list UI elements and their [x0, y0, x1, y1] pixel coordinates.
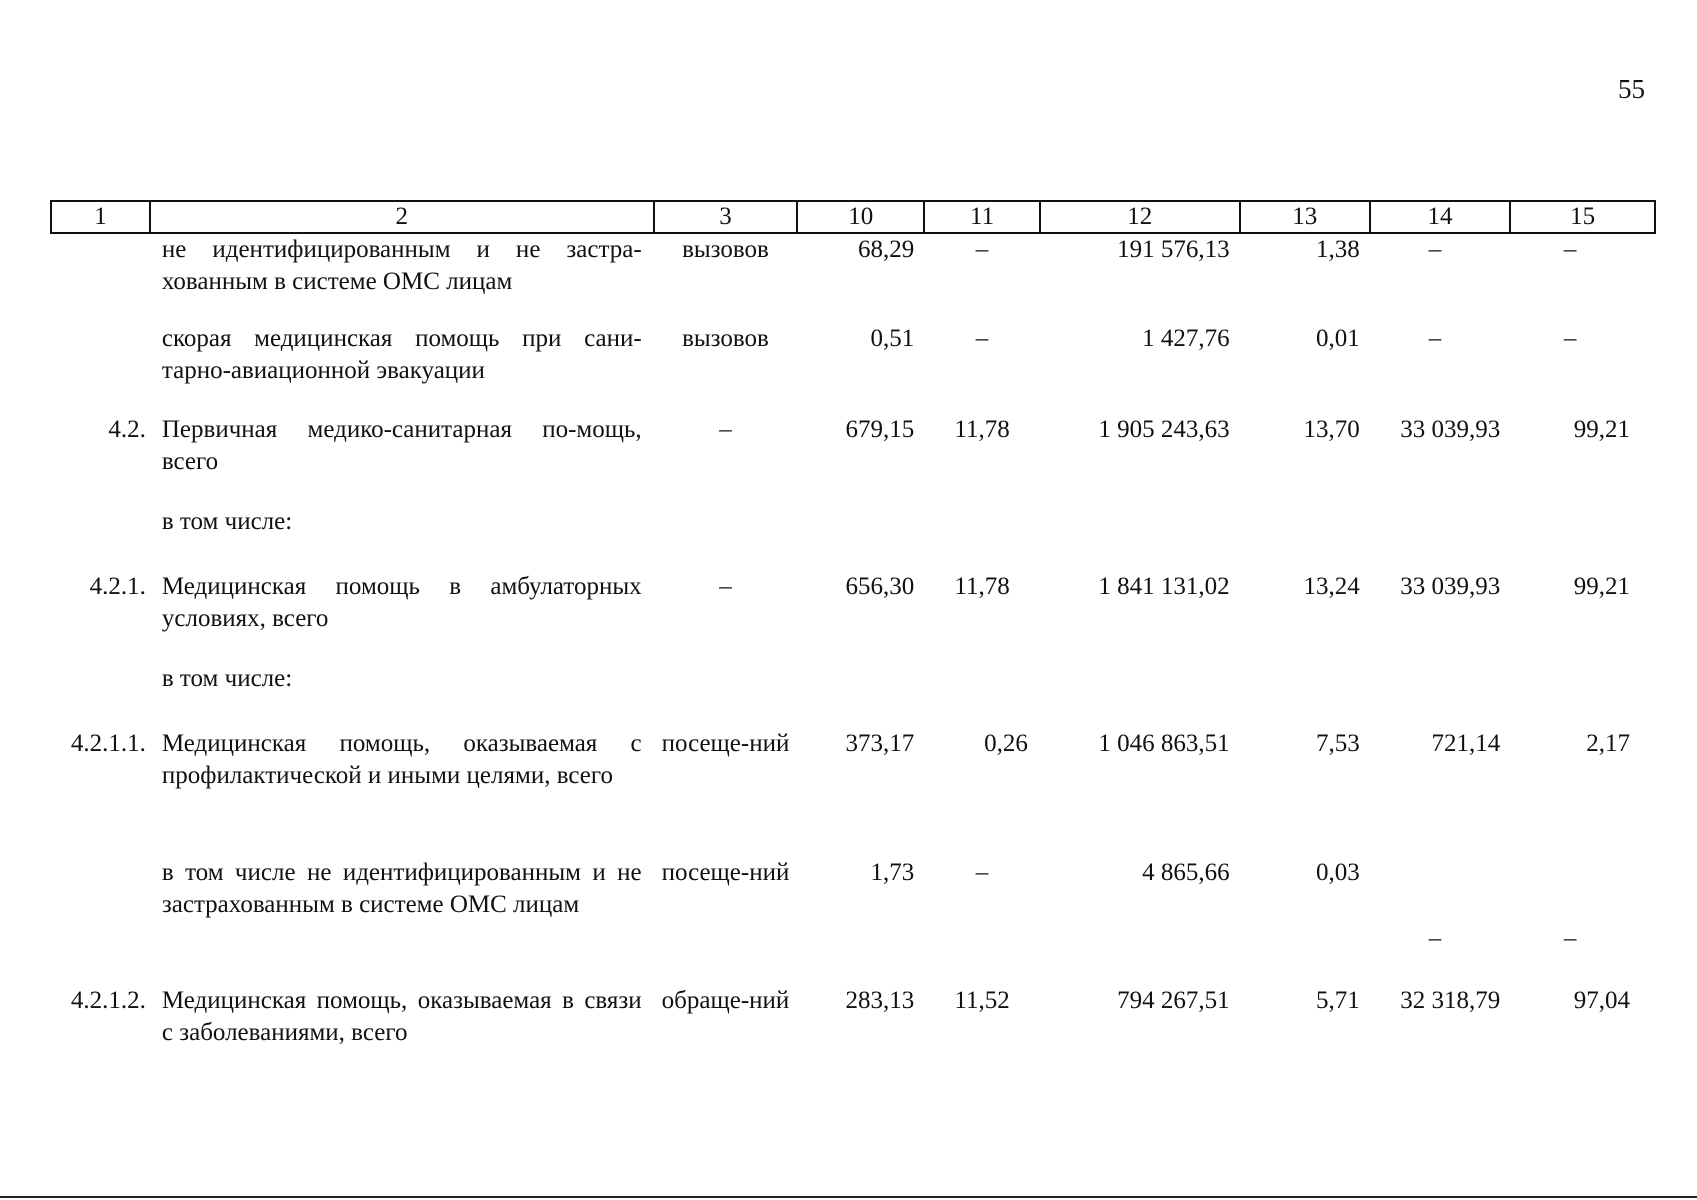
- table-row: [51, 233, 1655, 323]
- cell-c10: 656,30: [845, 573, 915, 600]
- page-number: 55: [1618, 74, 1645, 104]
- cell-c13: 0,03: [1316, 859, 1360, 886]
- cell-c11: –: [975, 236, 989, 263]
- cell-c12: 1 905 243,63: [1098, 416, 1230, 443]
- cell-c10: 1,73: [870, 859, 915, 886]
- row-unit: вызовов: [682, 236, 769, 263]
- cell-c15: 99,21: [1573, 573, 1630, 600]
- cell-c13: 1,38: [1316, 236, 1360, 263]
- data-table: [50, 200, 1656, 1065]
- row-name: Первичная медико-санитарная по-мощь, всего: [161, 416, 642, 475]
- cell-c12: 1 427,76: [1142, 325, 1230, 352]
- row-name: в том числе:: [161, 508, 293, 535]
- cell-c10: 283,13: [845, 987, 915, 1014]
- col-header: 13: [1240, 201, 1370, 233]
- cell-c13: 13,70: [1303, 416, 1360, 443]
- cell-c14: 33 039,93: [1400, 573, 1501, 600]
- col-header: 3: [654, 201, 798, 233]
- cell-c10: [797, 506, 924, 571]
- table-row: [51, 571, 1655, 663]
- bottom-rule: [0, 1196, 1697, 1198]
- cell-c10: [797, 663, 924, 728]
- cell-c15: –: [1563, 925, 1577, 952]
- col-header: 12: [1040, 201, 1240, 233]
- cell-c13: 0,01: [1316, 325, 1360, 352]
- row-name: в том числе не идентифицированным и не застрахованным в системе ОМС лицам: [161, 859, 642, 918]
- cell-c11: [924, 663, 1040, 728]
- cell-c10: 373,17: [845, 730, 915, 757]
- cell-c14: 33 039,93: [1400, 416, 1501, 443]
- cell-c11: 11,78: [954, 573, 1010, 600]
- cell-c12: 4 865,66: [1142, 859, 1230, 886]
- cell-c15: [1510, 506, 1655, 571]
- cell-c11: 0,26: [984, 730, 1028, 757]
- row-unit: [654, 506, 798, 571]
- cell-c12: 794 267,51: [1117, 987, 1230, 1014]
- table-row: [51, 506, 1655, 571]
- cell-c15: –: [1563, 325, 1577, 352]
- row-unit: –: [719, 416, 732, 443]
- table-row: [51, 414, 1655, 506]
- cell-c11: [924, 506, 1040, 571]
- col-header: 15: [1510, 201, 1655, 233]
- cell-c13: [1240, 663, 1370, 728]
- col-header: 2: [150, 201, 654, 233]
- row-name: скорая медицинская помощь при сани-тарно-авиационной эвакуации: [161, 325, 642, 384]
- row-number: 4.2.: [108, 416, 146, 443]
- cell-c14: [1370, 663, 1511, 728]
- table-row: [51, 985, 1655, 1065]
- cell-c12: [1040, 506, 1240, 571]
- cell-c12: 191 576,13: [1117, 236, 1230, 263]
- row-name: Медицинская помощь в амбулаторных условиях, всего: [161, 573, 642, 632]
- row-name: Медицинская помощь, оказываемая с профилактической и иными целями, всего: [161, 730, 642, 789]
- cell-c12: [1040, 663, 1240, 728]
- row-number: [51, 323, 150, 414]
- cell-c13: 7,53: [1316, 730, 1360, 757]
- cell-c13: 5,71: [1316, 987, 1360, 1014]
- cell-c15: 99,21: [1573, 416, 1630, 443]
- cell-c14: 721,14: [1431, 730, 1501, 757]
- col-header: 1: [51, 201, 150, 233]
- row-number: 4.2.1.1.: [70, 730, 146, 757]
- row-name: не идентифицированным и не застра-хованным в системе ОМС лицам: [161, 236, 642, 295]
- cell-c14: –: [1428, 325, 1442, 352]
- cell-c11: 11,78: [954, 416, 1010, 443]
- cell-c11: –: [975, 325, 989, 352]
- cell-c15: [1510, 663, 1655, 728]
- cell-c15: 97,04: [1573, 987, 1630, 1014]
- cell-c14: 32 318,79: [1400, 987, 1501, 1014]
- row-number: [51, 857, 150, 985]
- cell-c14: –: [1428, 925, 1442, 952]
- row-name: в том числе:: [161, 665, 293, 692]
- cell-c13: 13,24: [1303, 573, 1360, 600]
- row-unit: обраще-ний: [661, 987, 790, 1014]
- row-number: [51, 233, 150, 323]
- cell-c10: 68,29: [858, 236, 915, 263]
- header-row: [51, 201, 1655, 233]
- table-row: [51, 663, 1655, 728]
- row-unit: посеще-ний: [661, 859, 790, 886]
- cell-c14: [1370, 506, 1511, 571]
- cell-c13: [1240, 506, 1370, 571]
- cell-c12: 1 046 863,51: [1098, 730, 1230, 757]
- col-header: 14: [1370, 201, 1511, 233]
- cell-c14: –: [1428, 236, 1442, 263]
- row-number: 4.2.1.: [89, 573, 146, 600]
- table-row: [51, 728, 1655, 857]
- cell-c15: 2,17: [1586, 730, 1630, 757]
- row-unit: –: [719, 573, 732, 600]
- table-row: [51, 323, 1655, 414]
- cell-c10: 0,51: [870, 325, 915, 352]
- row-unit: вызовов: [682, 325, 769, 352]
- cell-c11: –: [975, 859, 989, 886]
- table-row: [51, 857, 1655, 985]
- row-unit: [654, 663, 798, 728]
- row-number: [51, 506, 150, 571]
- row-unit: посеще-ний: [661, 730, 790, 757]
- cell-c15: –: [1563, 236, 1577, 263]
- row-number: 4.2.1.2.: [70, 987, 146, 1014]
- cell-c11: 11,52: [954, 987, 1010, 1014]
- cell-c10: 679,15: [845, 416, 915, 443]
- row-name: Медицинская помощь, оказываемая в связи с заболеваниями, всего: [161, 987, 642, 1046]
- col-header: 10: [797, 201, 924, 233]
- cell-c12: 1 841 131,02: [1098, 573, 1230, 600]
- row-number: [51, 663, 150, 728]
- col-header: 11: [924, 201, 1040, 233]
